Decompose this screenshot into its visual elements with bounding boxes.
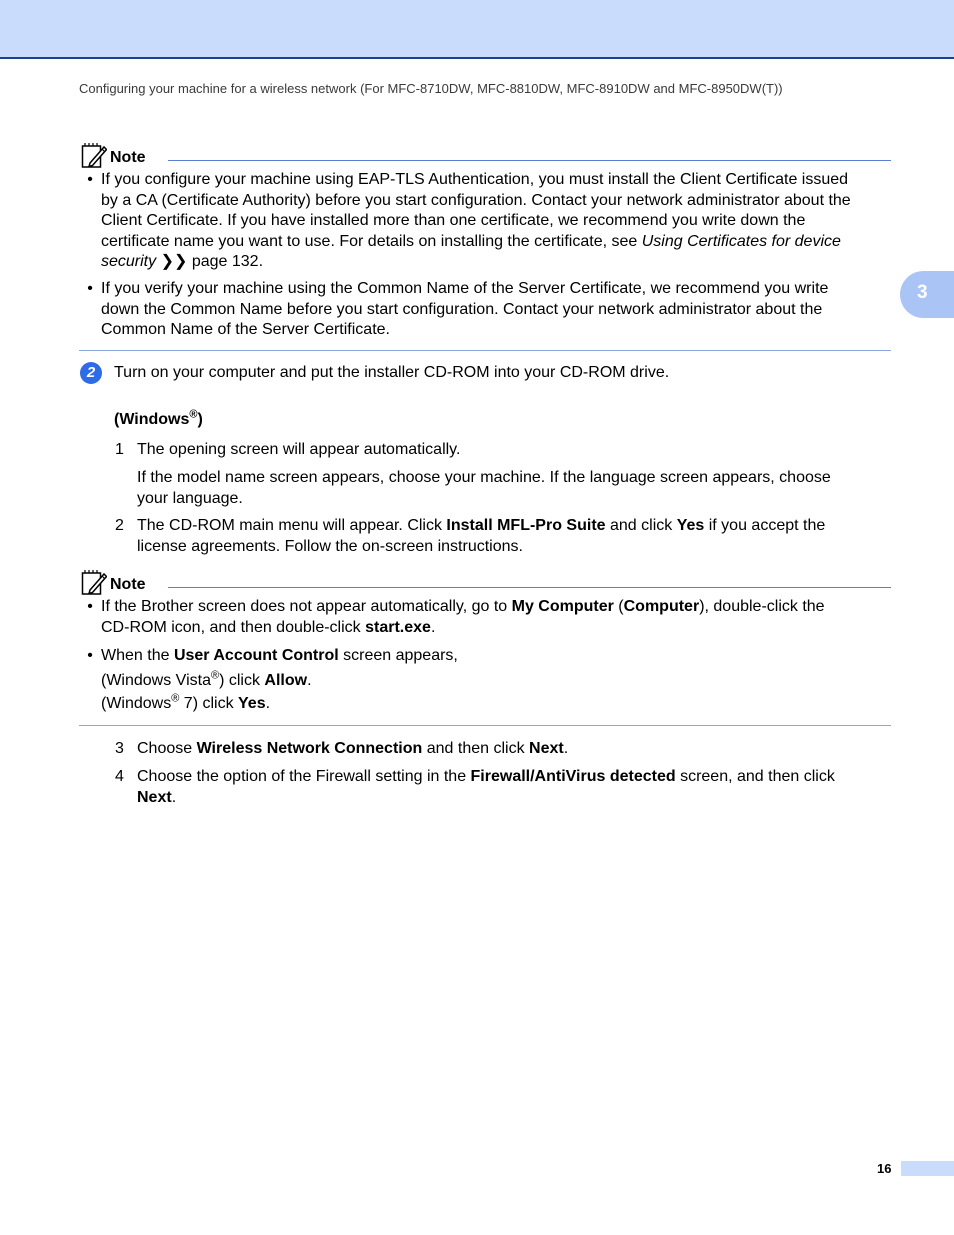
page-number-bar (901, 1161, 954, 1176)
cross-reference-link-cont[interactable]: security (101, 253, 157, 270)
note-header (79, 569, 891, 595)
cross-reference-link[interactable]: Using Certificates for device (641, 232, 841, 250)
top-header-band (0, 0, 954, 59)
bullet-dot: • (87, 598, 93, 615)
note-divider (168, 587, 891, 588)
step-2-text: Turn on your computer and put the installer CD-ROM into your CD-ROM drive. (114, 364, 670, 381)
bullet-dot: • (87, 280, 93, 297)
note-pencil-icon (81, 142, 107, 168)
running-header: Configuring your machine for a wireless network (For MFC-8710DW, MFC-8810DW, MFC-8910DW and MFC-8950DW(T)) (79, 81, 783, 96)
note-box-2 (79, 569, 891, 595)
windows-heading: (Windows®) (114, 408, 203, 428)
note-header (79, 142, 891, 168)
note-label: Note (110, 576, 146, 593)
chapter-tab[interactable] (900, 271, 954, 318)
substep-1: 1 The opening screen will appear automatically. (115, 441, 461, 458)
step-number-badge: 2 (80, 362, 102, 384)
note-box-1 (79, 142, 891, 168)
substep-2: 2 The CD-ROM main menu will appear. Click Install MFL-Pro Suite and click Yes if you accept the license agreements. Follow the on-screen instructions. (115, 517, 826, 555)
page-number: 16 (877, 1161, 892, 1176)
substep-4: 4 Choose the option of the Firewall setting in the Firewall/AntiVirus detected screen, and then click Next. (115, 768, 835, 806)
yes-label: Yes (676, 517, 705, 534)
bullet-dot: • (87, 171, 93, 188)
chapter-tab-number: 3 (917, 282, 928, 303)
install-mfl-pro-suite-label: Install MFL-Pro Suite (446, 517, 606, 534)
note1-bullet-1: • If you configure your machine using EAP-TLS Authentication, you must install the Client Certificate issued by a CA (Certificate Authority) before you start configuration. Contact your network administrator about the Client Certificate. If you have installed more than one certificate, we recommend you write down the certificate name you want to use. For details on installing the certificate, see Using Certificates for device security ❯❯ page 132. (101, 170, 891, 273)
note1-bottom-rule (79, 350, 891, 351)
bullet-dot: • (87, 647, 93, 664)
note-label: Note (110, 149, 146, 166)
substep-1-detail: If the model name screen appears, choose your machine. If the language screen appears, choose your language. (137, 469, 831, 507)
note2-bullet-2: • When the User Account Control screen appears, (Windows Vista®) click Allow. (Windows® 7) click Yes. (101, 646, 891, 715)
note-pencil-icon (81, 569, 107, 595)
substep-3: 3 Choose Wireless Network Connection and then click Next. (115, 740, 569, 757)
note1-bullet-2: • If you verify your machine using the Common Name of the Server Certificate, we recommend you write down the Common Name before you start configuration. Contact your network administrator about the Common Name of the Server Certificate. (101, 279, 891, 341)
note-divider (168, 160, 891, 161)
note2-bullet-1: • If the Brother screen does not appear automatically, go to My Computer (Computer), double-click the CD-ROM icon, and then double-click start.exe. (101, 597, 891, 638)
note2-bottom-rule (79, 725, 891, 726)
